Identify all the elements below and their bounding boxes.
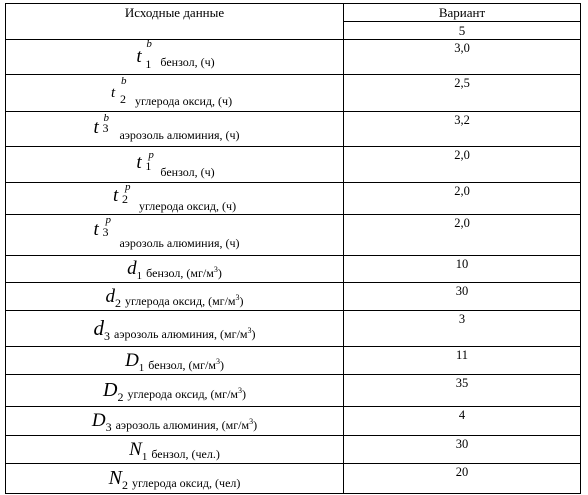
param-symbol: D: [103, 379, 118, 401]
param-subscript: 1: [141, 450, 148, 463]
param-cell: [6, 407, 344, 436]
param-value: 10: [455, 257, 469, 271]
param-cell: [6, 283, 344, 311]
param-label: бензол, $(мг/м^3)$: [148, 356, 224, 372]
table-row: [6, 75, 581, 112]
table-row: [6, 436, 581, 464]
table-row: [6, 215, 581, 256]
param-symbol: t p 1: [136, 149, 154, 173]
value-cell: [344, 436, 581, 464]
param-label: аэрозоль алюминия, $(мг/м^3)$: [115, 417, 258, 432]
param-symbol: d: [127, 258, 137, 279]
param-cell: [6, 464, 344, 494]
param-cell: [6, 436, 344, 464]
param-cell: [6, 112, 344, 147]
table-row: [6, 112, 581, 147]
value-cell: [344, 75, 581, 112]
value-cell: [344, 347, 581, 375]
param-value: 3: [458, 312, 466, 326]
param-subscript: 1: [138, 361, 145, 374]
param-cell: [6, 311, 344, 347]
param-symbol: N: [108, 467, 122, 489]
param-cell: [6, 183, 344, 215]
input-data-table: [5, 3, 581, 494]
value-cell: [344, 283, 581, 311]
param-cell: [6, 256, 344, 283]
param-subscript: 3: [105, 420, 112, 434]
param-label: аэрозоль алюминия, (ч): [119, 236, 240, 250]
param-label: бензол, (ч): [160, 55, 215, 69]
param-subscript: 2: [121, 478, 128, 492]
header-input-data-label: Исходные данные: [124, 5, 225, 20]
param-symbol: d: [93, 316, 104, 340]
param-label: аэрозоль алюминия, (ч): [119, 128, 240, 142]
value-cell: [344, 464, 581, 494]
header-variant: [344, 4, 581, 22]
value-cell: [344, 40, 581, 75]
param-label: углерода оксид, $(мг/м^3)$: [124, 292, 244, 308]
param-value: 4: [458, 408, 466, 422]
param-symbol: D: [125, 349, 139, 371]
param-symbol: N: [129, 438, 142, 460]
param-cell: [6, 147, 344, 183]
param-label: углерода оксид, (ч): [134, 94, 233, 108]
table-row: [6, 311, 581, 347]
header-variant-label: Вариант: [438, 5, 486, 20]
param-label: бензол, (ч): [160, 165, 215, 179]
variant-number: 5: [458, 23, 466, 38]
param-cell: [6, 215, 344, 256]
param-value: 2,0: [454, 184, 470, 198]
param-label: бензол, $(мг/м^3)$: [146, 265, 222, 280]
value-cell: [344, 375, 581, 407]
param-symbol: t b 2: [110, 75, 127, 106]
table-row: [6, 375, 581, 407]
param-value: 30: [455, 284, 469, 298]
param-value: 3,2: [454, 113, 470, 127]
param-label: углерода оксид, (чел): [131, 476, 241, 490]
value-cell: [344, 183, 581, 215]
table-row: [6, 256, 581, 283]
param-label: углерода оксид, (ч): [138, 199, 237, 213]
table-row: [6, 147, 581, 183]
param-label: углерода оксид, $(мг/м^3)$: [127, 386, 246, 401]
value-cell: [344, 311, 581, 347]
param-value: 35: [455, 376, 469, 390]
table-row: [6, 347, 581, 375]
param-symbol: d: [105, 285, 115, 307]
variant-number-cell: [344, 22, 581, 40]
table-row: [6, 40, 581, 75]
table-row: [6, 464, 581, 494]
value-cell: [344, 256, 581, 283]
header-input-data: [6, 4, 344, 40]
table-row: [6, 283, 581, 311]
value-cell: [344, 112, 581, 147]
table-row: [6, 183, 581, 215]
param-cell: [6, 347, 344, 375]
param-symbol: t b 3: [93, 112, 109, 138]
param-symbol: t p 3: [93, 214, 111, 240]
param-value: 2,0: [454, 148, 470, 162]
param-subscript: 3: [104, 329, 110, 343]
param-symbol: t p 2: [112, 181, 131, 206]
param-subscript: 2: [114, 295, 121, 310]
param-cell: [6, 75, 344, 112]
value-cell: [344, 215, 581, 256]
param-symbol: t b 1: [136, 38, 152, 71]
param-cell: [6, 40, 344, 75]
param-value: 11: [455, 348, 469, 362]
param-label: бензол, (чел.): [151, 446, 220, 461]
table-row: [6, 407, 581, 436]
value-cell: [344, 147, 581, 183]
param-value: 2,0: [454, 216, 470, 230]
param-value: 3,0: [454, 41, 470, 55]
param-cell: [6, 375, 344, 407]
param-subscript: 2: [117, 390, 124, 404]
table-header-row: [6, 4, 581, 22]
param-value: 30: [455, 437, 469, 451]
param-symbol: D: [91, 410, 106, 431]
param-value: 2,5: [454, 76, 470, 90]
param-value: 20: [455, 465, 469, 479]
param-subscript: 1: [136, 270, 143, 282]
param-label: аэрозоль алюминия, $(мг/м^3)$: [114, 326, 256, 341]
value-cell: [344, 407, 581, 436]
